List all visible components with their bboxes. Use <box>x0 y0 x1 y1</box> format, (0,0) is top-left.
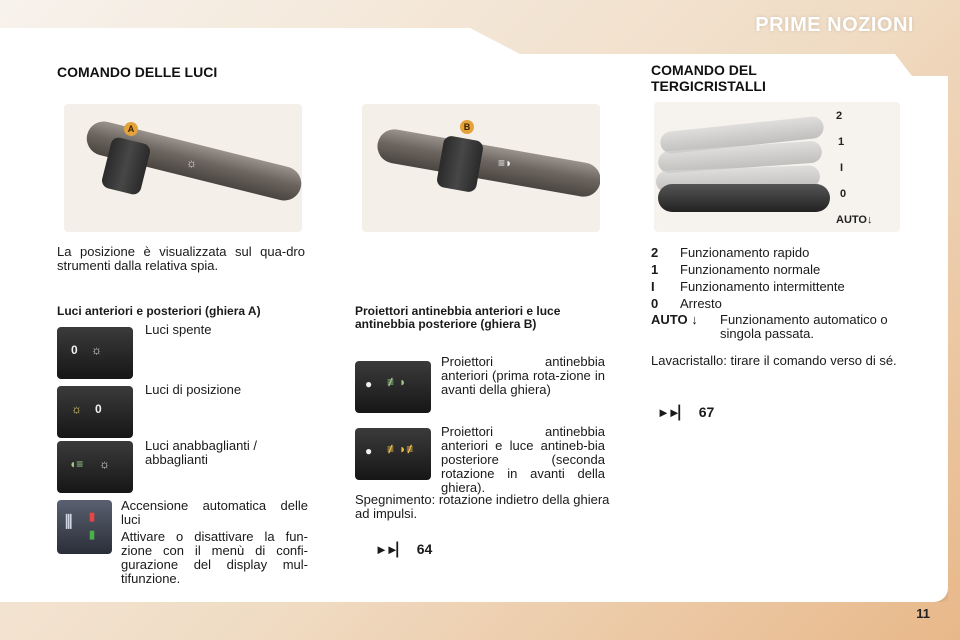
wiper-pos-auto-label: AUTO <box>836 214 867 226</box>
lights-off-thumb <box>57 327 133 379</box>
position-lights-thumb <box>57 386 133 438</box>
xref-page-67[interactable] <box>657 404 714 421</box>
wiper-def-key-0: 0 <box>651 296 659 311</box>
wiper-pos-0: 0 <box>840 188 847 200</box>
forward-arrow-icon: ►►▏ <box>657 405 687 420</box>
washer-text: Lavacristallo: tirare il comando verso di sé. <box>651 353 897 368</box>
display-menu-thumb <box>57 500 112 554</box>
position-light-icon: ● <box>365 444 373 458</box>
wiper-pos-1: 1 <box>838 136 845 148</box>
headlight-icon: ◖≡ <box>69 457 84 471</box>
front-fog-icon: ≢◗ <box>387 375 407 389</box>
wiper-title-line2: TERGICRISTALLI <box>651 78 766 94</box>
wiper-def-key-1: 1 <box>651 262 659 277</box>
wiper-control-title <box>651 62 766 94</box>
stalk-body <box>375 127 600 200</box>
front-fog-thumb <box>355 361 431 413</box>
wiper-pos-auto <box>836 214 872 226</box>
position-light-icon: ☼ <box>99 457 110 471</box>
xref-page-67-label: 67 <box>698 404 715 420</box>
wiper-pos-i: I <box>840 162 844 174</box>
fog-lights-heading: Proiettori antinebbia anteriori e luce antinebbia posteriore (ghiera B) <box>355 304 561 331</box>
dipped-main-beam-thumb <box>57 441 133 493</box>
zero-icon: 0 <box>71 343 78 357</box>
wiper-def-val-0: Arresto <box>680 296 722 311</box>
light-stalk-photo-a <box>64 104 302 232</box>
flag-icon: ▮ <box>89 511 96 523</box>
auto-lights-text: Attivare o disattivare la fun-zione con il menù di confi-gurazione del display mul-tifunzione. <box>121 529 308 586</box>
auto-lights-title: Accensione automatica delle luci <box>121 498 308 527</box>
fog-light-icon: ≡◗ <box>498 156 513 170</box>
xref-page-64-label: 64 <box>416 541 433 557</box>
wiper-def-val-2: Funzionamento rapido <box>680 245 810 260</box>
ring-b <box>436 135 484 193</box>
position-light-icon: ☼ <box>91 343 102 357</box>
wiper-def-val-1: Funzionamento normale <box>680 262 821 277</box>
position-light-icon: ☼ <box>71 402 82 416</box>
lights-intro-text: La posizione è visualizzata sul qua-dro strumenti dalla relativa spia. <box>57 244 305 273</box>
xref-page-64[interactable] <box>375 541 432 558</box>
wiper-def-key-auto: AUTO ↓ <box>651 312 698 327</box>
settings-sliders-icon: ⫼ <box>65 514 73 531</box>
page-title: PRIME NOZIONI <box>755 14 914 36</box>
wiper-title-line1: COMANDO DEL <box>651 62 757 78</box>
zero-icon: 0 <box>95 402 102 416</box>
wiper-stalk-photo <box>654 102 900 232</box>
front-fog-label: Proiettori antinebbia anteriori (prima rota-zione in avanti della ghiera) <box>441 354 605 397</box>
forward-arrow-icon: ►►▏ <box>375 542 405 557</box>
page-number: 11 <box>916 606 930 621</box>
position-light-icon: ● <box>365 377 373 391</box>
wiper-def-key-2: 2 <box>651 245 659 260</box>
ring-b-badge: B <box>460 120 474 134</box>
down-arrow-icon: ↓ <box>866 214 873 226</box>
wiper-def-val-i: Funzionamento intermittente <box>680 279 845 294</box>
flag-icon: ▮ <box>89 529 96 541</box>
wiper-pos-2: 2 <box>836 110 843 122</box>
dipped-main-beam-label: Luci anabbaglianti / abbaglianti <box>145 438 258 467</box>
wiper-stalk-body <box>658 184 830 212</box>
front-rear-fog-thumb <box>355 428 431 480</box>
light-stalk-photo-b <box>362 104 600 232</box>
headlamp-icon: ☼ <box>186 156 197 170</box>
fog-off-text: Spegnimento: rotazione indietro della ghiera ad impulsi. <box>355 492 610 521</box>
wiper-def-val-auto: Funzionamento automatico o singola passata. <box>720 312 888 341</box>
rear-fog-icon: ≢◗≢ <box>387 442 419 456</box>
lights-control-title: COMANDO DELLE LUCI <box>57 64 218 80</box>
ring-a-badge: A <box>124 122 138 136</box>
lights-off-label: Luci spente <box>145 322 212 337</box>
wiper-def-key-i: I <box>651 279 655 294</box>
front-rear-fog-label: Proiettori antinebbia anteriori e luce antineb-bia posteriore (seconda rotazione in avanti della ghiera). <box>441 424 605 495</box>
position-lights-label: Luci di posizione <box>145 382 242 397</box>
front-rear-lights-heading: Luci anteriori e posteriori (ghiera A) <box>57 304 261 318</box>
